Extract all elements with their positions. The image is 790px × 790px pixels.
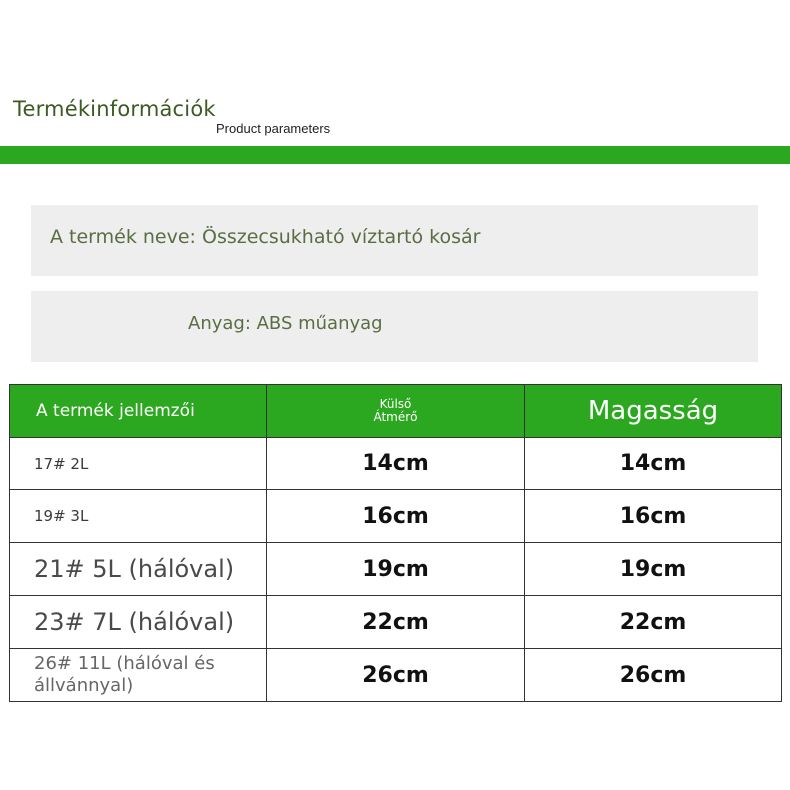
header-outer-diameter [267, 385, 525, 438]
row-height: 14cm [525, 438, 782, 490]
header-diameter-line2: Átmérő [373, 410, 418, 424]
table-header-row [10, 385, 782, 438]
row-height: 26cm [525, 649, 782, 702]
row-height: 22cm [525, 596, 782, 649]
page-subtitle: Product parameters [216, 121, 331, 136]
material-text: Anyag: ABS műanyag [188, 313, 383, 334]
row-diameter: 14cm [267, 438, 525, 490]
row-diameter: 26cm [267, 649, 525, 702]
material-box [31, 291, 758, 362]
table-row [10, 438, 782, 490]
table-row [10, 596, 782, 649]
table-row [10, 649, 782, 702]
header-diameter-line1: Külső [379, 397, 412, 411]
product-name-box [31, 205, 758, 276]
row-height: 19cm [525, 543, 782, 596]
header-height: Magasság [525, 385, 782, 438]
row-diameter: 22cm [267, 596, 525, 649]
spec-table [9, 384, 782, 702]
header-divider-bar [0, 146, 790, 164]
row-name: 21# 5L (hálóval) [10, 543, 267, 596]
row-name: 17# 2L [10, 438, 267, 490]
row-name: 26# 11L (hálóval és állvánnyal) [10, 649, 267, 702]
table-row [10, 490, 782, 543]
product-name-text: A termék neve: Összecsukható víztartó kosár [50, 226, 481, 248]
row-name: 19# 3L [10, 490, 267, 543]
row-diameter: 19cm [267, 543, 525, 596]
table-row [10, 543, 782, 596]
header-features: A termék jellemzői [10, 385, 267, 438]
row-height: 16cm [525, 490, 782, 543]
row-diameter: 16cm [267, 490, 525, 543]
row-name: 23# 7L (hálóval) [10, 596, 267, 649]
page-title: Termékinformációk [13, 97, 216, 121]
